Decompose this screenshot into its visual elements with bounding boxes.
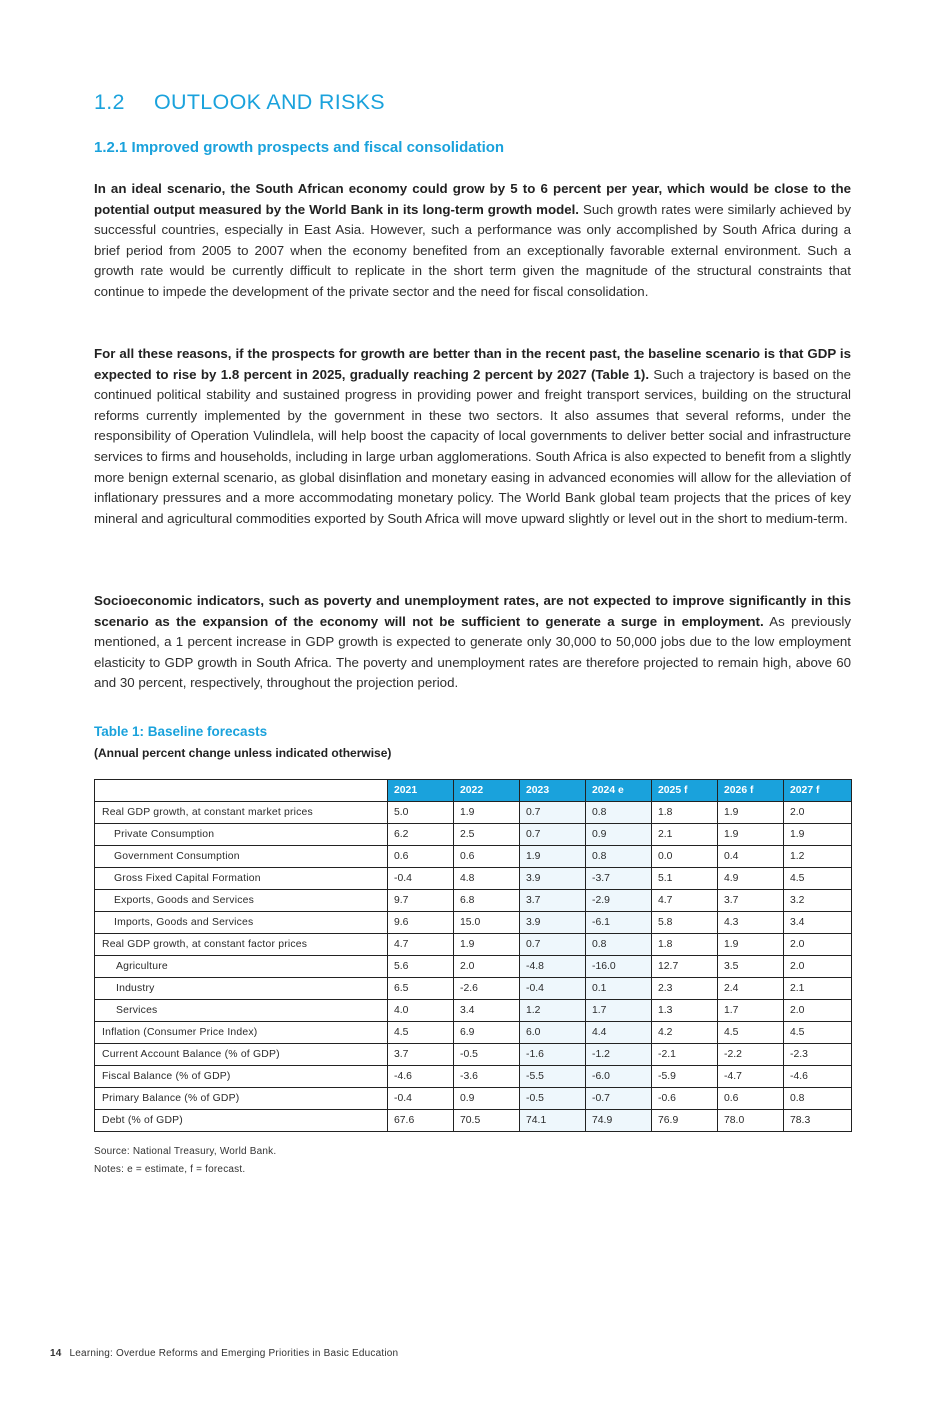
table-cell: 0.8 xyxy=(586,802,652,824)
table-cell: -4.6 xyxy=(388,1066,454,1088)
table-cell: 76.9 xyxy=(652,1110,718,1132)
row-label: Exports, Goods and Services xyxy=(95,890,388,912)
table-cell: 6.2 xyxy=(388,824,454,846)
table-row xyxy=(95,912,852,934)
row-label: Imports, Goods and Services xyxy=(95,912,388,934)
table-cell: 5.6 xyxy=(388,956,454,978)
table-cell: 4.0 xyxy=(388,1000,454,1022)
table-body xyxy=(95,802,852,1132)
table-cell: 1.7 xyxy=(718,1000,784,1022)
table-cell: -4.6 xyxy=(784,1066,852,1088)
table-row xyxy=(95,978,852,1000)
table-cell: -2.3 xyxy=(784,1044,852,1066)
table-cell: 2.0 xyxy=(784,934,852,956)
paragraph-2 xyxy=(94,344,851,529)
table-cell: 0.1 xyxy=(586,978,652,1000)
table-cell: -5.5 xyxy=(520,1066,586,1088)
table-cell: 4.3 xyxy=(718,912,784,934)
table-cell: 2.0 xyxy=(784,802,852,824)
table-cell: -0.5 xyxy=(520,1088,586,1110)
table-cell: 9.6 xyxy=(388,912,454,934)
paragraph-1-body: Such growth rates were similarly achieved by successful countries, especially in East Asia. However, such a performance was only accomplished by South Africa during a brief period from 2005 to 2007 when the economy benefited from an exceptionally favorable external environment. Such a growth rate would be currently difficult to replicate in the short term given the magnitude of the structural constraints that continue to impede the development of the private sector and the need for fiscal consolidation. xyxy=(94,201,851,299)
table-cell: 4.7 xyxy=(652,890,718,912)
table-cell: 4.5 xyxy=(784,868,852,890)
table-cell: 5.0 xyxy=(388,802,454,824)
table-cell: -3.6 xyxy=(454,1066,520,1088)
header-year: 2023 xyxy=(520,780,586,802)
table-cell: 4.9 xyxy=(718,868,784,890)
footer-title: Learning: Overdue Reforms and Emerging Priorities in Basic Education xyxy=(69,1348,399,1359)
table-cell: 1.8 xyxy=(652,934,718,956)
table-cell: 0.8 xyxy=(586,846,652,868)
header-year: 2026 f xyxy=(718,780,784,802)
table-cell: 4.7 xyxy=(388,934,454,956)
header-year: 2024 e xyxy=(586,780,652,802)
table-cell: 3.4 xyxy=(454,1000,520,1022)
baseline-forecast-table xyxy=(94,779,852,1132)
table-cell: -1.2 xyxy=(586,1044,652,1066)
table-cell: 0.0 xyxy=(652,846,718,868)
table-cell: -0.7 xyxy=(586,1088,652,1110)
subsection-title: 1.2.1 Improved growth prospects and fiscal consolidation xyxy=(94,139,505,156)
table-cell: -4.8 xyxy=(520,956,586,978)
table-title: Table 1: Baseline forecasts xyxy=(94,724,268,739)
table-row xyxy=(95,824,852,846)
table-cell: 1.3 xyxy=(652,1000,718,1022)
row-label: Primary Balance (% of GDP) xyxy=(95,1088,388,1110)
table-cell: 74.1 xyxy=(520,1110,586,1132)
table-row xyxy=(95,1044,852,1066)
table-cell: 1.9 xyxy=(784,824,852,846)
table-row xyxy=(95,1088,852,1110)
header-year: 2025 f xyxy=(652,780,718,802)
table-cell: 2.4 xyxy=(718,978,784,1000)
table-cell: 4.8 xyxy=(454,868,520,890)
table-cell: -6.1 xyxy=(586,912,652,934)
table-row xyxy=(95,1110,852,1132)
table-cell: 3.7 xyxy=(388,1044,454,1066)
table-cell: 2.5 xyxy=(454,824,520,846)
table-cell: -2.6 xyxy=(454,978,520,1000)
table-cell: 2.0 xyxy=(784,956,852,978)
row-label: Industry xyxy=(95,978,388,1000)
page-footer xyxy=(50,1348,398,1359)
table-row xyxy=(95,868,852,890)
table-cell: -2.9 xyxy=(586,890,652,912)
table-cell: 5.8 xyxy=(652,912,718,934)
table-cell: 0.7 xyxy=(520,824,586,846)
table-row xyxy=(95,1022,852,1044)
table-cell: 4.2 xyxy=(652,1022,718,1044)
paragraph-3-body: As previously mentioned, a 1 percent increase in GDP growth is expected to generate only 30,000 to 50,000 jobs due to the low employment elasticity to GDP growth in South Africa. The poverty and unemployment rates are therefore projected to remain high, above 60 and 30 percent, respectively, throughout the projection period. xyxy=(94,613,851,691)
paragraph-1 xyxy=(94,179,851,303)
table-cell: 0.8 xyxy=(586,934,652,956)
table-cell: -0.6 xyxy=(652,1088,718,1110)
table-cell: 0.8 xyxy=(784,1088,852,1110)
table-cell: 5.1 xyxy=(652,868,718,890)
table-cell: 3.9 xyxy=(520,912,586,934)
table-cell: 2.1 xyxy=(652,824,718,846)
table-cell: 1.9 xyxy=(454,802,520,824)
table-cell: 1.9 xyxy=(718,802,784,824)
row-label: Current Account Balance (% of GDP) xyxy=(95,1044,388,1066)
table-cell: 6.9 xyxy=(454,1022,520,1044)
table-subtitle: (Annual percent change unless indicated otherwise) xyxy=(94,746,392,760)
table-cell: 6.0 xyxy=(520,1022,586,1044)
table-cell: 1.9 xyxy=(520,846,586,868)
table-cell: 1.9 xyxy=(718,934,784,956)
row-label: Inflation (Consumer Price Index) xyxy=(95,1022,388,1044)
row-label: Private Consumption xyxy=(95,824,388,846)
table-row xyxy=(95,1000,852,1022)
table-cell: -0.5 xyxy=(454,1044,520,1066)
section-heading: OUTLOOK AND RISKS xyxy=(154,90,385,114)
page-number: 14 xyxy=(50,1348,62,1359)
table-cell: -3.7 xyxy=(586,868,652,890)
table-cell: -16.0 xyxy=(586,956,652,978)
table-source: Source: National Treasury, World Bank. xyxy=(94,1146,277,1157)
table-cell: 0.6 xyxy=(454,846,520,868)
table-cell: 4.5 xyxy=(784,1022,852,1044)
section-title xyxy=(94,90,385,115)
table-cell: -2.1 xyxy=(652,1044,718,1066)
table-cell: -2.2 xyxy=(718,1044,784,1066)
table-cell: 2.1 xyxy=(784,978,852,1000)
table-cell: 6.5 xyxy=(388,978,454,1000)
header-year: 2021 xyxy=(388,780,454,802)
row-label: Debt (% of GDP) xyxy=(95,1110,388,1132)
table-cell: -0.4 xyxy=(388,1088,454,1110)
table-row xyxy=(95,956,852,978)
table-cell: 4.5 xyxy=(718,1022,784,1044)
table-cell: 0.7 xyxy=(520,934,586,956)
table-cell: 3.9 xyxy=(520,868,586,890)
table-cell: -0.4 xyxy=(520,978,586,1000)
table-cell: 2.3 xyxy=(652,978,718,1000)
paragraph-2-lead: For all these reasons, if the prospects for growth are better than in the recent past, the baseline scenario is that GDP is expected to rise by 1.8 percent in 2025, gradually reaching 2 percent by 2027 (Table 1). xyxy=(94,346,851,382)
table-cell: 3.5 xyxy=(718,956,784,978)
section-number: 1.2 xyxy=(94,90,125,114)
table-cell: 12.7 xyxy=(652,956,718,978)
table-cell: 3.4 xyxy=(784,912,852,934)
table-cell: -4.7 xyxy=(718,1066,784,1088)
table-cell: 2.0 xyxy=(454,956,520,978)
table-row xyxy=(95,890,852,912)
table-cell: 0.4 xyxy=(718,846,784,868)
row-label: Government Consumption xyxy=(95,846,388,868)
paragraph-2-body: Such a trajectory is based on the continued political stability and sustained progress in providing power and freight transport services, building on the structural reforms currently implemented by the government in these two sectors. It also assumes that several reforms, under the responsibility of Operation Vulindlela, will help boost the capacity of local governments to deliver better social and infrastructure services to firms and households, including in large urban agglomerations. South Africa is also expected to benefit from a slightly more benign external scenario, as global disinflation and monetary easing in advanced economies will allow for the alleviation of inflationary pressures and a more accommodating monetary policy. The World Bank global team projects that the prices of key mineral and agricultural commodities exported by South Africa will move upward slightly or level out in the short to medium-term. xyxy=(94,366,851,526)
table-cell: 3.7 xyxy=(520,890,586,912)
table-cell: 4.5 xyxy=(388,1022,454,1044)
header-blank-cell xyxy=(95,780,388,802)
row-label: Services xyxy=(95,1000,388,1022)
paragraph-3 xyxy=(94,591,851,694)
table-cell: 0.9 xyxy=(586,824,652,846)
table-cell: -1.6 xyxy=(520,1044,586,1066)
row-label: Real GDP growth, at constant factor prices xyxy=(95,934,388,956)
row-label: Real GDP growth, at constant market prices xyxy=(95,802,388,824)
table-row xyxy=(95,1066,852,1088)
header-year: 2022 xyxy=(454,780,520,802)
table-cell: -0.4 xyxy=(388,868,454,890)
table-row xyxy=(95,846,852,868)
table-cell: 3.2 xyxy=(784,890,852,912)
table-notes: Notes: e = estimate, f = forecast. xyxy=(94,1164,246,1175)
table-cell: 6.8 xyxy=(454,890,520,912)
table-cell: 0.6 xyxy=(718,1088,784,1110)
table-cell: 74.9 xyxy=(586,1110,652,1132)
table-cell: 1.9 xyxy=(718,824,784,846)
paragraph-3-lead: Socioeconomic indicators, such as poverty and unemployment rates, are not expected to improve significantly in this scenario as the expansion of the economy will not be sufficient to generate a surge in employment. xyxy=(94,593,851,629)
table-cell: 67.6 xyxy=(388,1110,454,1132)
table-cell: 1.7 xyxy=(586,1000,652,1022)
table-cell: 78.0 xyxy=(718,1110,784,1132)
table-cell: 70.5 xyxy=(454,1110,520,1132)
row-label: Agriculture xyxy=(95,956,388,978)
table-row xyxy=(95,802,852,824)
paragraph-1-lead: In an ideal scenario, the South African economy could grow by 5 to 6 percent per year, which would be close to the potential output measured by the World Bank in its long-term growth model. xyxy=(94,181,851,217)
table-cell: 78.3 xyxy=(784,1110,852,1132)
table-cell: 0.9 xyxy=(454,1088,520,1110)
table-header-row xyxy=(95,780,852,802)
table-cell: 9.7 xyxy=(388,890,454,912)
table-cell: 1.2 xyxy=(784,846,852,868)
table-cell: -6.0 xyxy=(586,1066,652,1088)
header-year: 2027 f xyxy=(784,780,852,802)
table-cell: 1.9 xyxy=(454,934,520,956)
table-cell: -5.9 xyxy=(652,1066,718,1088)
table-cell: 3.7 xyxy=(718,890,784,912)
row-label: Fiscal Balance (% of GDP) xyxy=(95,1066,388,1088)
table-cell: 1.2 xyxy=(520,1000,586,1022)
table-cell: 2.0 xyxy=(784,1000,852,1022)
table-cell: 0.6 xyxy=(388,846,454,868)
table-cell: 1.8 xyxy=(652,802,718,824)
table-cell: 15.0 xyxy=(454,912,520,934)
row-label: Gross Fixed Capital Formation xyxy=(95,868,388,890)
table-cell: 0.7 xyxy=(520,802,586,824)
table-cell: 4.4 xyxy=(586,1022,652,1044)
table-row xyxy=(95,934,852,956)
